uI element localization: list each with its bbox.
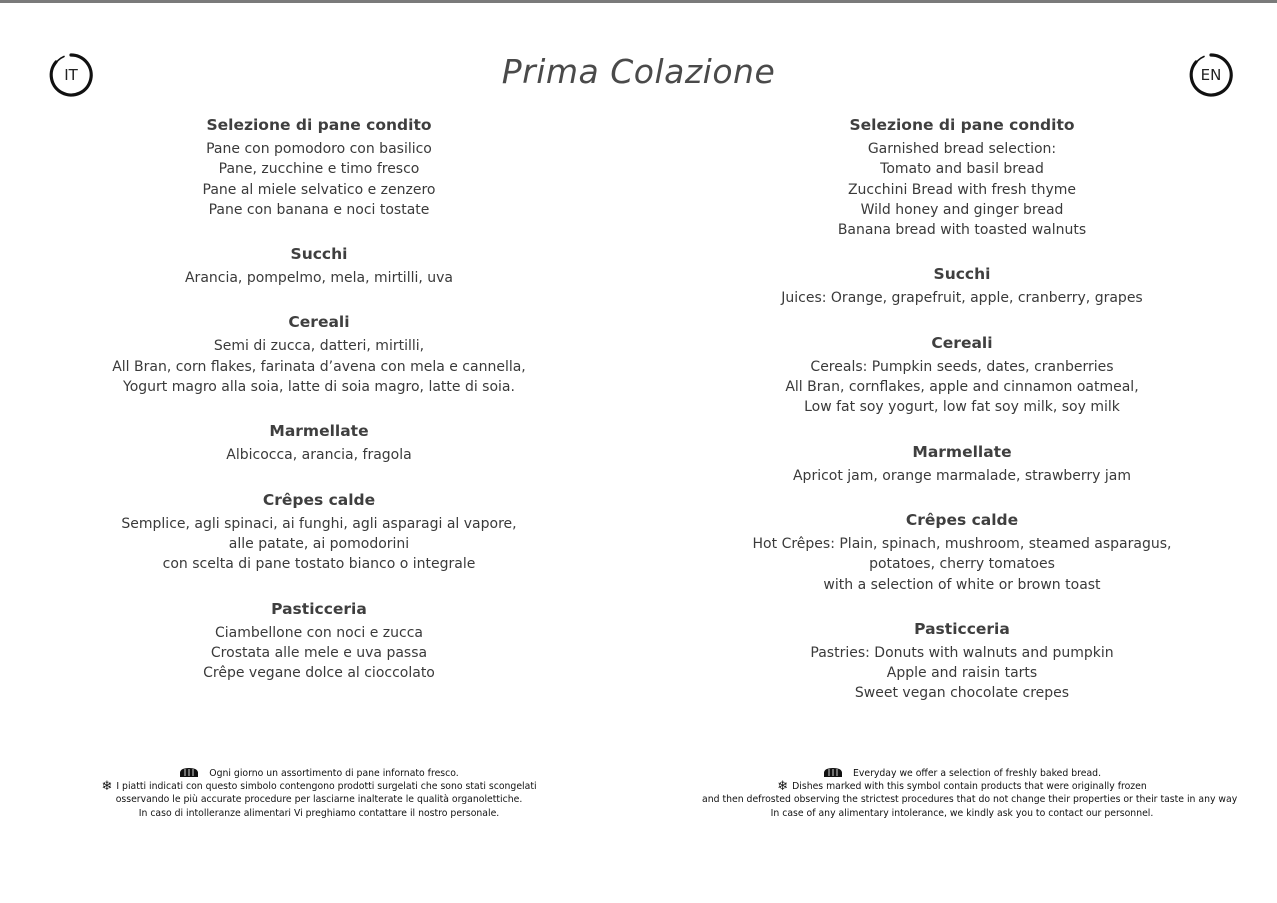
section-heading: Selezione di pane condito <box>849 116 1075 134</box>
menu-item-line: Garnished bread selection: <box>867 141 1057 157</box>
menu-item-line: Crostata alle mele e uva passa <box>210 644 428 661</box>
menu-item-line: Hot Crêpes: Plain, spinach, mushroom, steamed asparagus, <box>752 535 1172 552</box>
menu-item-line: Pane con pomodoro con basilico <box>206 141 432 157</box>
menu-section <box>702 262 1222 308</box>
section-heading: Pasticceria <box>271 599 367 618</box>
menu-section <box>70 242 568 288</box>
menu-section <box>70 310 568 397</box>
menu-item-line: Crêpe vegane dolce al cioccolato <box>203 665 435 682</box>
menu-item-line: All Bran, cornflakes, apple and cinnamon oatmeal, <box>785 379 1139 396</box>
menu-item-line: with a selection of white or brown toast <box>823 576 1101 593</box>
menu-section <box>702 113 1222 240</box>
section-heading: Pasticceria <box>914 619 1010 638</box>
frozen-note: ❄ I piatti indicati con questo simbolo contengono prodotti surgelati che sono stati scongelati <box>101 779 537 795</box>
menu-item-line: Banana bread with toasted walnuts <box>837 222 1087 239</box>
menu-section <box>702 617 1222 704</box>
menu-item-line: Low fat soy yogurt, low fat soy milk, soy milk <box>804 399 1120 416</box>
section-heading: Marmellate <box>912 442 1012 461</box>
menu-item-line: Semi di zucca, datteri, mirtilli, <box>213 338 425 355</box>
snowflake-icon: ❄ <box>777 779 789 795</box>
menu-item-line: Ciambellone con noci e zucca <box>215 624 423 641</box>
menu-item-line: Tomato and basil bread <box>880 161 1044 178</box>
language-code-en: EN <box>1200 66 1222 84</box>
menu-item-line: Apple and raisin tarts <box>886 665 1038 682</box>
bread-note: Everyday we offer a selection of freshly baked bread. <box>702 767 1222 780</box>
note-line: In caso di intolleranze alimentari Vi preghiamo contattare il nostro personale. <box>138 807 500 819</box>
section-heading: Succhi <box>290 245 348 264</box>
section-heading: Crêpes calde <box>905 510 1019 529</box>
italian-footnotes <box>70 767 568 820</box>
menu-item-line: Pastries: Donuts with walnuts and pumpkin <box>810 644 1114 661</box>
menu-item-line: Sweet vegan chocolate crepes <box>854 685 1070 702</box>
bread-icon <box>179 768 199 777</box>
menu-item-line: All Bran, corn flakes, farinata d’avena con mela e cannella, <box>112 358 526 375</box>
menu-item-line: Apricot jam, orange marmalade, strawberry jam <box>792 467 1132 484</box>
section-heading: Cereali <box>288 313 350 332</box>
italian-menu-column <box>70 113 568 705</box>
menu-item-line: Zucchini Bread with fresh thyme <box>847 181 1077 198</box>
menu-item-line: con scelta di pane tostato bianco o integrale <box>162 556 476 573</box>
menu-item-line: Pane con banana e noci tostate <box>208 201 430 218</box>
section-heading: Selezione di pane condito <box>206 116 432 134</box>
menu-item-line: potatoes, cherry tomatoes <box>869 556 1055 573</box>
menu-item-line: alle patate, ai pomodorini <box>228 535 410 552</box>
menu-section <box>702 440 1222 486</box>
menu-section <box>70 113 568 220</box>
snowflake-icon: ❄ <box>101 779 113 795</box>
english-menu-column <box>702 113 1222 726</box>
menu-item-line: Albicocca, arancia, fragola <box>226 447 412 464</box>
note-line: osservando le più accurate procedure per lasciarne inalterate le qualità organolettiche. <box>115 794 523 806</box>
menu-item-line: Juices: Orange, grapefruit, apple, cranberry, grapes <box>781 290 1143 307</box>
menu-section <box>702 331 1222 418</box>
note-line: and then defrosted observing the strictest procedures that do not change their properties or their taste in any way <box>702 794 1238 806</box>
menu-item-line: Semplice, agli spinaci, ai funghi, agli asparagi al vapore, <box>121 515 517 532</box>
bread-note: Ogni giorno un assortimento di pane infornato fresco. <box>70 767 568 780</box>
menu-section <box>70 488 568 575</box>
note-line: In case of any alimentary intolerance, we kindly ask you to contact our personnel. <box>770 807 1154 819</box>
menu-item-line: Arancia, pompelmo, mela, mirtilli, uva <box>184 270 454 287</box>
bread-icon <box>823 768 843 777</box>
top-border <box>0 0 1277 3</box>
language-code-it: IT <box>64 66 78 84</box>
section-heading: Cereali <box>931 333 993 352</box>
page-title: Prima Colazione <box>501 52 776 91</box>
english-footnotes <box>702 767 1238 820</box>
menu-item-line: Pane al miele selvatico e zenzero <box>202 181 436 198</box>
menu-item-line: Pane, zucchine e timo fresco <box>218 161 420 178</box>
menu-item-line: Yogurt magro alla soia, latte di soia magro, latte di soia. <box>123 379 515 396</box>
section-heading: Succhi <box>933 265 991 284</box>
menu-item-line: Cereals: Pumpkin seeds, dates, cranberries <box>810 358 1114 375</box>
menu-section <box>70 419 568 465</box>
menu-section <box>702 508 1222 595</box>
menu-item-line: Wild honey and ginger bread <box>860 201 1064 218</box>
frozen-note: ❄ Dishes marked with this symbol contain products that were originally frozen <box>777 779 1147 795</box>
menu-section <box>70 597 568 684</box>
section-heading: Marmellate <box>269 422 369 441</box>
section-heading: Crêpes calde <box>262 490 376 509</box>
